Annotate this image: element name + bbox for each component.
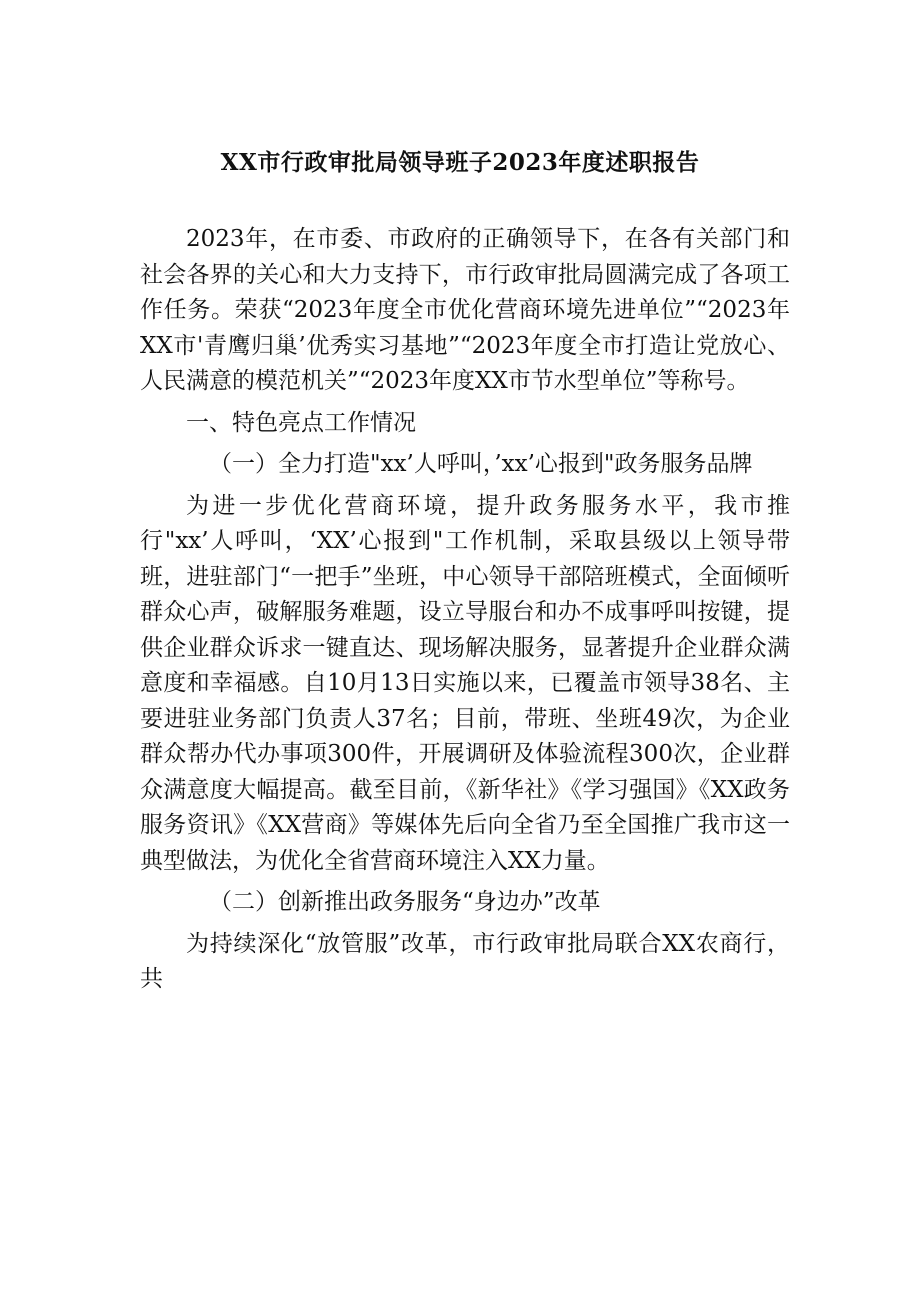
intro-paragraph: 2023年，在市委、市政府的正确领导下，在各有关部门和社会各界的关心和大力支持下，市行政审批局圆满完成了各项工作任务。荣获“2023年度全市优化营商环境先进单位”“2023年XX市'青鹰归巢’优秀实习基地”“2023年度全市打造让党放心、人民满意的模范机关”“2023年度XX市节水型单位”等称号。 [140,226,790,394]
document-title: XX市行政审批局领导班子2023年度述职报告 [220,149,700,176]
document-body [140,222,790,998]
subsection-1-heading: （一）全力打造"xx’人呼叫，’xx’心报到"政务服务品牌 [209,451,753,477]
subsection-2-paragraph: 为持续深化“放管服”改革，市行政审批局联合XX农商行，共 [140,930,790,992]
subsection-2-heading: （二）创新推出政务服务“身边办”改革 [209,889,601,915]
section-1-heading: 一、特色亮点工作情况 [186,409,416,436]
subsection-1-paragraph: 为进一步优化营商环境，提升政务服务水平，我市推行"xx’人呼叫，‘XX’心报到"工作机制，采取县级以上领导带班，进驻部门“一把手”坐班，中心领导干部陪班模式，全面倾听群众心声，破解服务难题，设立导服台和办不成事呼叫按键，提供企业群众诉求一键直达、现场解决服务，显著提升企业群众满意度和幸福感。自10月13日实施以来，已覆盖市领导38名、主要进驻业务部门负责人37名；目前，带班、坐班49次，为企业群众帮办代办事项300件，开展调研及体验流程300次，企业群众满意度大幅提高。截至目前，《新华社》《学习强国》《XX政务服务资讯》《XX营商》等媒体先后向全省乃至全国推广我市这一典型做法，为优化全省营商环境注入XX力量。 [140,492,790,874]
